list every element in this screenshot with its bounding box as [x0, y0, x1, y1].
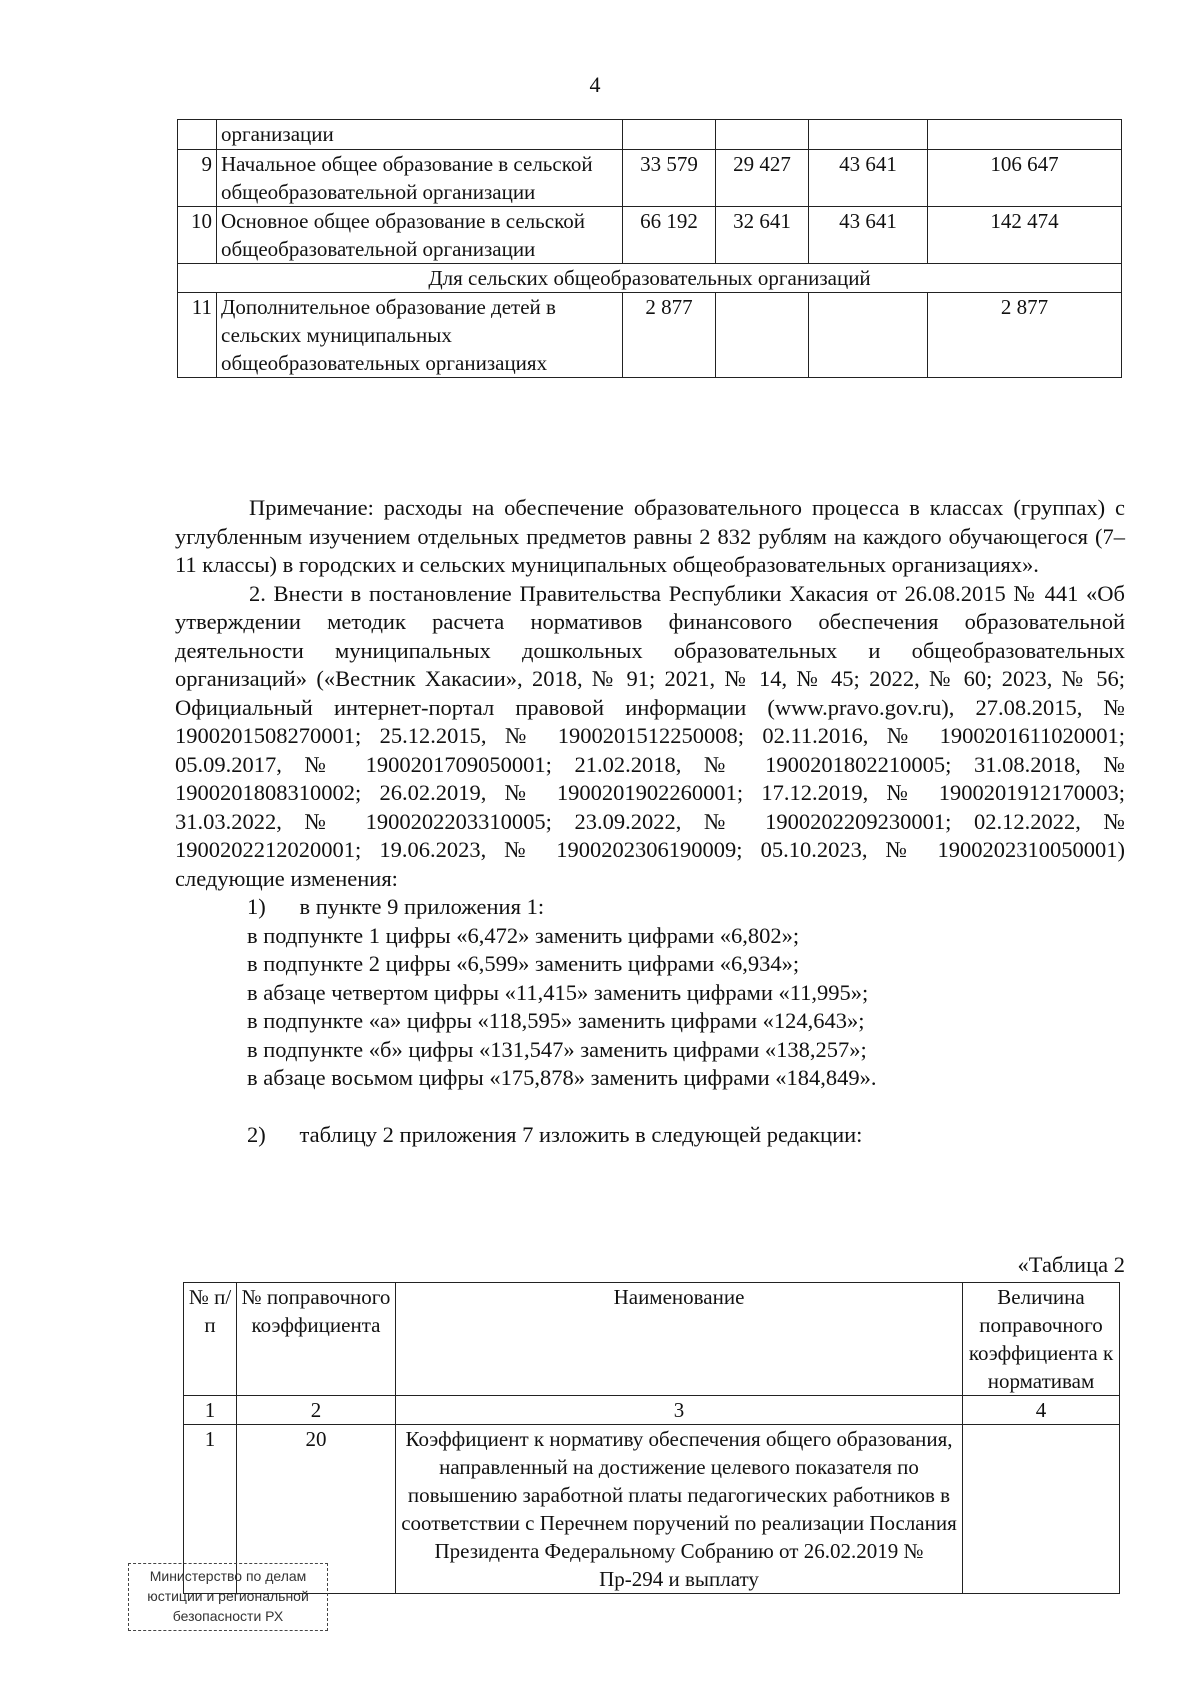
- row-value-2: 32 641: [716, 207, 809, 264]
- row-value-3: [809, 293, 928, 378]
- row-name: Дополнительное образование детей в сельских муниципальных общеобразовательных организациях: [217, 293, 623, 378]
- table-header-row: [184, 1283, 1120, 1396]
- column-numbers-row: [184, 1396, 1120, 1425]
- table-row: [178, 120, 1122, 150]
- table-row: [178, 207, 1122, 264]
- section-title: Для сельских общеобразовательных организаций: [178, 264, 1122, 293]
- row-total: 106 647: [928, 150, 1122, 207]
- coefficients-table: [183, 1282, 1120, 1594]
- sub-item-2-header: 2) таблицу 2 приложения 7 изложить в следующей редакции:: [247, 1121, 863, 1147]
- row-number: [178, 120, 217, 150]
- coefficient-name: Коэффициент к нормативу обеспечения общего образования, направленный на достижение целевого показателя по повышению заработной платы педагогических работников в соответствии с Перечнем поручений по реализации Послания Президента Федеральному Собранию от 26.02.2019 № Пр-294 и выплату: [396, 1425, 963, 1594]
- row-number: 9: [178, 150, 217, 207]
- list-item: в подпункте «а» цифры «118,595» заменить цифрами «124,643»;: [247, 1008, 865, 1033]
- stamp-line: юстиции и региональной: [147, 1588, 309, 1604]
- list-item: в подпункте 1 цифры «6,472» заменить цифрами «6,802»;: [247, 922, 800, 948]
- header-cell: № поправочного коэффициента: [237, 1283, 396, 1396]
- ministry-stamp: [128, 1563, 328, 1631]
- list-item: в абзаце восьмом цифры «175,878» заменить цифрами «184,849».: [247, 1065, 877, 1090]
- column-number: 2: [237, 1396, 396, 1425]
- list-item: в подпункте 2 цифры «6,599» заменить цифрами «6,934»;: [247, 951, 800, 976]
- header-cell: Наименование: [396, 1283, 963, 1396]
- row-value-3: 43 641: [809, 207, 928, 264]
- item-2-paragraph: 2. Внести в постановление Правительства Республики Хакасия от 26.08.2015 № 441 «Об утверждении методик расчета нормативов финансового обеспечения образовательной деятельности муниципальных дошкольных образовательных и общеобразовательных организаций» («Вестник Хакасии», 2018, № 91; 2021, № 14, № 45; 2022, № 60; 2023, № 56; Официальный интернет-портал правовой информации (www.pravo.gov.ru), 27.08.2015, № 1900201508270001; 25.12.2015, № 1900201512250008; 02.11.2016, № 1900201611020001; 05.09.2017, № 1900201709050001; 21.02.2018, № 1900201802210005; 31.08.2018, № 1900201808310002; 26.02.2019, № 1900201902260001; 17.12.2019, № 1900201912170003; 31.03.2022, № 1900202203310005; 23.09.2022, № 1900202209230001; 02.12.2022, № 1900202212020001; 19.06.2023, № 1900202306190009; 05.10.2023, № 1900202310050001) следующие изменения:: [175, 580, 1125, 891]
- table-2-label: «Таблица 2: [1017, 1252, 1125, 1277]
- stamp-line: безопасности РХ: [172, 1608, 284, 1624]
- note-paragraph: Примечание: расходы на обеспечение образовательного процесса в классах (группах) с углубленным изучением отдельных предметов равны 2 832 рублям на каждого обучающегося (7–11 классы) в городских и сельских муниципальных общеобразовательных организациях».: [175, 495, 1125, 577]
- row-total: 142 474: [928, 207, 1122, 264]
- list-item: в абзаце четвертом цифры «11,415» заменить цифрами «11,995»;: [247, 979, 869, 1005]
- row-total: [928, 120, 1122, 150]
- row-value-3: 43 641: [809, 150, 928, 207]
- row-value-2: [716, 120, 809, 150]
- row-name: Основное общее образование в сельской общеобразовательной организации: [217, 207, 623, 264]
- list-item: в подпункте «б» цифры «131,547» заменить цифрами «138,257»;: [247, 1036, 867, 1062]
- row-number: 1: [184, 1425, 237, 1594]
- row-value-2: 29 427: [716, 150, 809, 207]
- row-value-1: [623, 120, 716, 150]
- row-value-1: 33 579: [623, 150, 716, 207]
- row-name: организации: [217, 120, 623, 150]
- row-value-2: [716, 293, 809, 378]
- coefficient-value: [963, 1425, 1120, 1594]
- stamp-line: Министерство по делам: [149, 1568, 307, 1584]
- row-number: 10: [178, 207, 217, 264]
- section-row: [178, 264, 1122, 293]
- coefficient-number: 20: [237, 1425, 396, 1594]
- table-row: [178, 293, 1122, 378]
- row-name: Начальное общее образование в сельской общеобразовательной организации: [217, 150, 623, 207]
- row-total: 2 877: [928, 293, 1122, 378]
- column-number: 4: [963, 1396, 1120, 1425]
- row-value-3: [809, 120, 928, 150]
- column-number: 1: [184, 1396, 237, 1425]
- sub-item-1-header: 1) в пункте 9 приложения 1:: [247, 894, 545, 919]
- column-number: 3: [396, 1396, 963, 1425]
- header-cell: Величина поправочного коэффициента к нормативам: [963, 1283, 1120, 1396]
- row-number: 11: [178, 293, 217, 378]
- row-value-1: 66 192: [623, 207, 716, 264]
- expenses-table: [177, 119, 1122, 378]
- page-number: 4: [589, 72, 601, 97]
- header-cell: № п/п: [184, 1283, 237, 1396]
- row-value-1: 2 877: [623, 293, 716, 378]
- table-row: [178, 150, 1122, 207]
- body-text: [175, 494, 1125, 1149]
